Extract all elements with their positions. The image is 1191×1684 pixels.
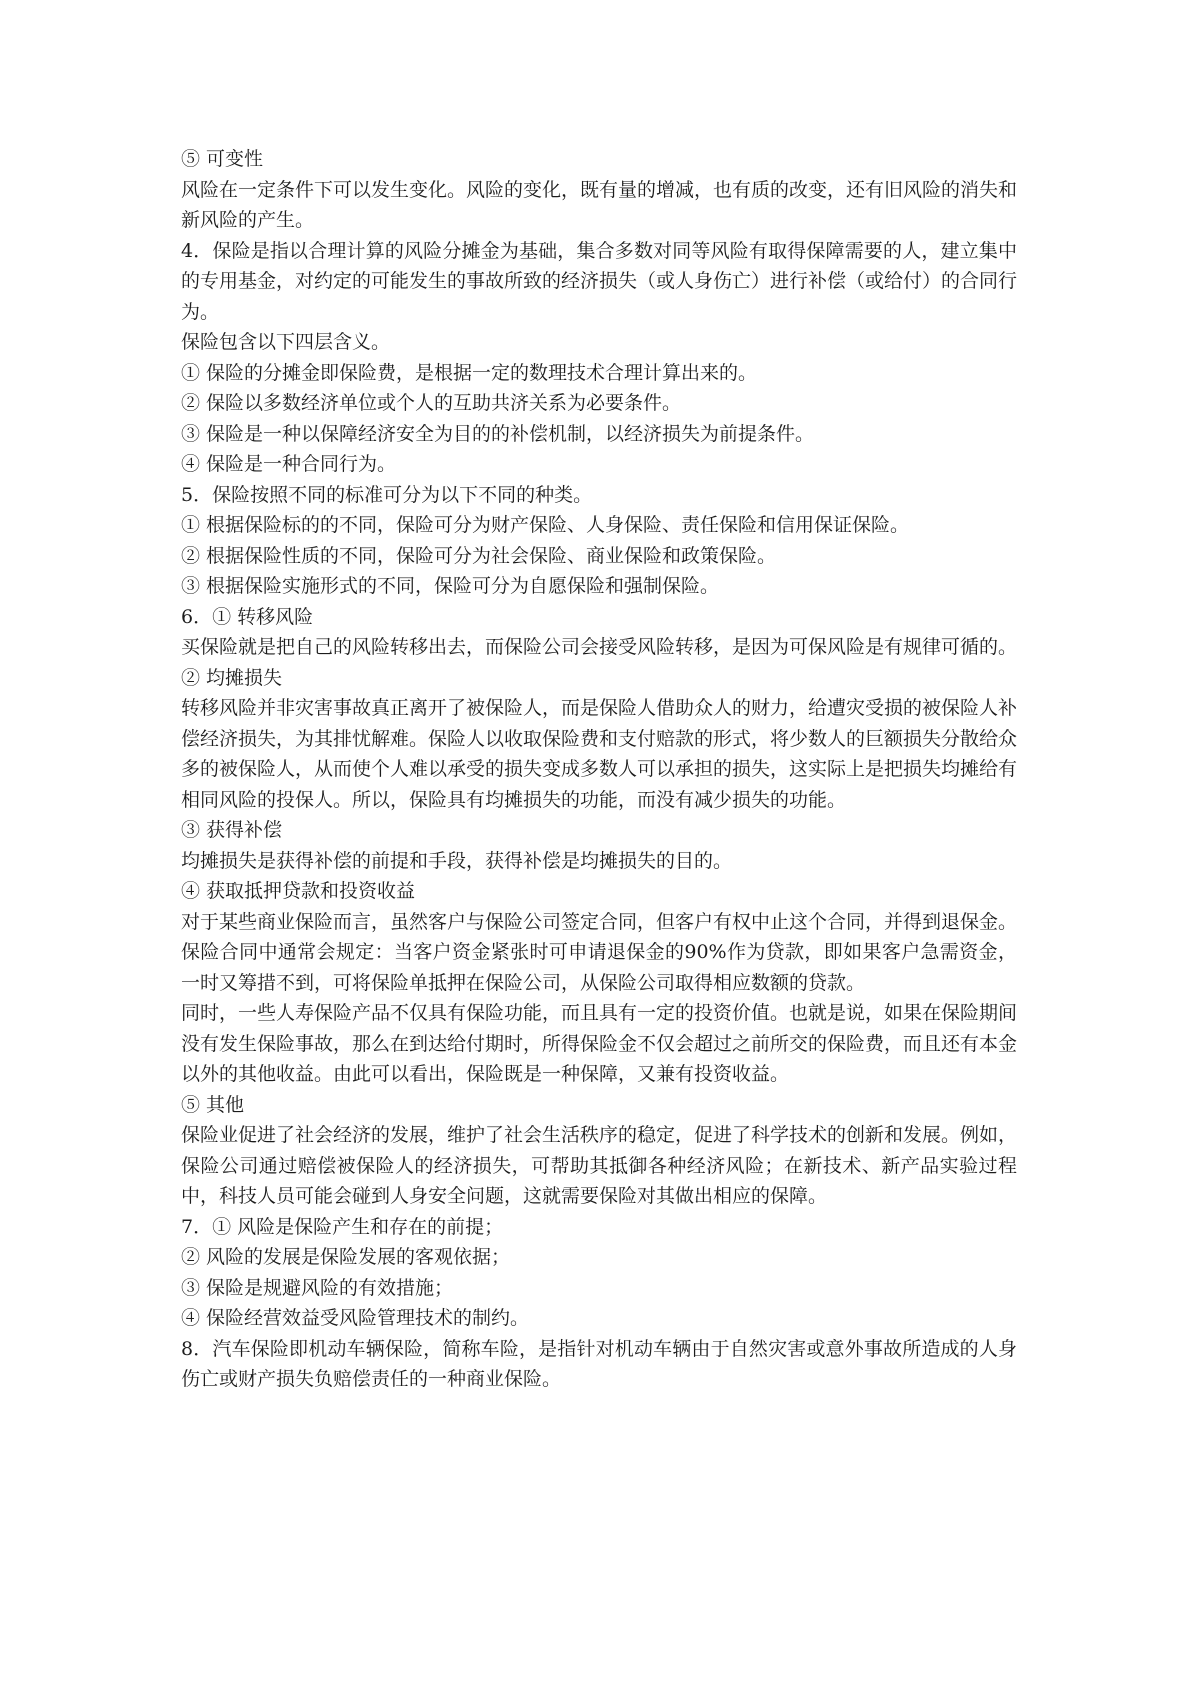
- paragraph: 同时，一些人寿保险产品不仅具有保险功能，而且具有一定的投资价值。也就是说，如果在保险期间没有发生保险事故，那么在到达给付期时，所得保险金不仅会超过之前所交的保险费，而且还有本金以外的其他收益。由此可以看出，保险既是一种保障，又兼有投资收益。: [181, 1002, 1018, 1085]
- paragraph: 保险包含以下四层含义。: [181, 331, 391, 353]
- paragraph-heading: ③ 获得补偿: [181, 819, 283, 841]
- paragraph: 风险在一定条件下可以发生变化。风险的变化，既有量的增减，也有质的改变，还有旧风险的消失和新风险的产生。: [181, 178, 1018, 231]
- list-item: ② 风险的发展是保险发展的客观依据；: [181, 1246, 511, 1268]
- document-body: [181, 144, 1017, 1395]
- list-item: ③ 根据保险实施形式的不同，保险可分为自愿保险和强制保险。: [181, 575, 720, 597]
- paragraph: 转移风险并非灾害事故真正离开了被保险人，而是保险人借助众人的财力，给遭灾受损的被保险人补偿经济损失，为其排忧解难。保险人以收取保险费和支付赔款的形式，将少数人的巨额损失分散给众多的被保险人，从而使个人难以承受的损失变成多数人可以承担的损失，这实际上是把损失均摊给有相同风险的投保人。所以，保险具有均摊损失的功能，而没有减少损失的功能。: [181, 697, 1018, 811]
- paragraph: 均摊损失是获得补偿的前提和手段，获得补偿是均摊损失的目的。: [181, 849, 733, 872]
- paragraph-heading: ⑤ 可变性: [181, 148, 264, 170]
- paragraph-heading: ⑤ 其他: [181, 1093, 245, 1116]
- list-item: ② 保险以多数经济单位或个人的互助共济关系为必要条件。: [181, 392, 682, 414]
- list-item: ③ 保险是规避风险的有效措施；: [181, 1276, 454, 1299]
- list-item: ③ 保险是一种以保障经济安全为目的的补偿机制，以经济损失为前提条件。: [181, 422, 815, 445]
- paragraph: 5．保险按照不同的标准可分为以下不同的种类。: [181, 483, 593, 506]
- list-item: ④ 保险是一种合同行为。: [181, 453, 397, 475]
- list-item: ① 根据保险标的的不同，保险可分为财产保险、人身保险、责任保险和信用保证保险。: [181, 514, 910, 536]
- paragraph: 买保险就是把自己的风险转移出去，而保险公司会接受风险转移，是因为可保风险是有规律可循的。: [181, 636, 1018, 658]
- paragraph-heading: ② 均摊损失: [181, 666, 283, 689]
- paragraph-heading: ④ 获取抵押贷款和投资收益: [181, 880, 416, 902]
- list-item: 7．① 风险是保险产生和存在的前提；: [181, 1215, 504, 1238]
- list-item: ④ 保险经营效益受风险管理技术的制约。: [181, 1307, 530, 1329]
- paragraph: 8．汽车保险即机动车辆保险，简称车险，是指针对机动车辆由于自然灾害或意外事故所造成的人身伤亡或财产损失负赔偿责任的一种商业保险。: [181, 1337, 1017, 1390]
- paragraph-heading: 6．① 转移风险: [181, 605, 314, 628]
- list-item: ① 保险的分摊金即保险费，是根据一定的数理技术合理计算出来的。: [181, 361, 758, 384]
- paragraph: 对于某些商业保险而言，虽然客户与保险公司签定合同，但客户有权中止这个合同，并得到退保金。保险合同中通常会规定：当客户资金紧张时可申请退保金的90%作为贷款，即如果客户急需资金，一时又筹措不到，可将保险单抵押在保险公司，从保险公司取得相应数额的贷款。: [181, 910, 1018, 994]
- paragraph: 保险业促进了社会经济的发展，维护了社会生活秩序的稳定，促进了科学技术的创新和发展。例如，保险公司通过赔偿被保险人的经济损失，可帮助其抵御各种经济风险；在新技术、新产品实验过程中，科技人员可能会碰到人身安全问题，这就需要保险对其做出相应的保障。: [181, 1124, 1018, 1207]
- paragraph: 4．保险是指以合理计算的风险分摊金为基础，集合多数对同等风险有取得保障需要的人，建立集中的专用基金，对约定的可能发生的事故所致的经济损失（或人身伤亡）进行补偿（或给付）的合同行为。: [181, 239, 1018, 323]
- list-item: ② 根据保险性质的不同，保险可分为社会保险、商业保险和政策保险。: [181, 544, 777, 567]
